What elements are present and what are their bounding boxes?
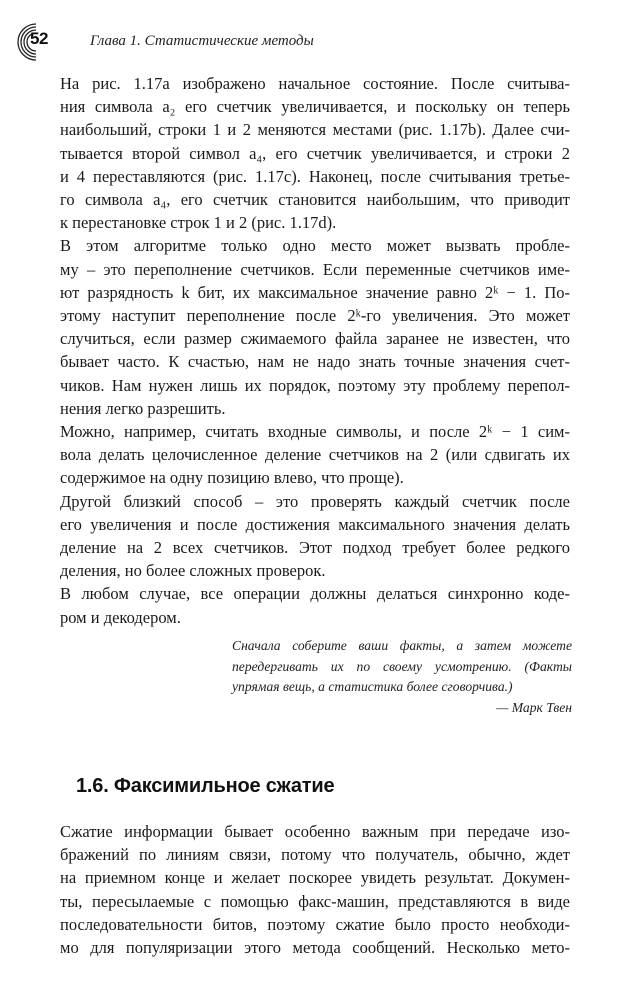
text-line: наибольший, строки 1 и 2 меняются местами (рис. 1.17b). Далее счи- (60, 120, 570, 140)
text-line: му – это переполнение счетчиков. Если переменные счетчиков име- (60, 259, 570, 279)
epigraph-author: — Марк Твен (496, 699, 572, 715)
text-line: деление на 2 всех счетчиков. Этот подход требует более редкого (60, 538, 570, 558)
text-line: В этом алгоритме только одно место может вызвать пробле- (60, 236, 570, 256)
text-line: бывает часто. К счастью, нам не надо знать точные значения счет- (60, 352, 570, 372)
page-header (14, 20, 314, 64)
text-line: этому наступит переполнение после 2ᵏ-го увеличения. Это может (60, 306, 570, 326)
text-line: Сжатие информации бывает особенно важным при передаче изо- (60, 822, 570, 841)
text-line: бражений по линиям связи, потому что получатель, обычно, ждет (60, 845, 570, 865)
epigraph-line: упрямая вещь, а статистика более сговорчива.) (232, 679, 513, 695)
text-line: содержимое на одну позицию влево, что проще). (60, 468, 404, 488)
main-text (60, 72, 570, 629)
paragraph (60, 234, 570, 420)
paragraph (60, 582, 570, 628)
text-line: Другой близкий способ – это проверять каждый счетчик после (60, 491, 570, 511)
epigraph-line: передергивать их по своему усмотрению. (Факты (232, 658, 572, 674)
text-line: на приемном конце и желает поскорее увидеть результат. Докумен- (60, 868, 570, 888)
text-line: Можно, например, считать входные символы, и после 2ᵏ − 1 сим- (60, 422, 570, 442)
text-line: ты, пересылаемые с помощью факс-машин, представляются в виде (60, 891, 570, 911)
text-line: вола делать целочисленное деление счетчиков на 2 (или сдвигать их (60, 445, 570, 465)
text-line: чиков. Нам нужен лишь их порядок, поэтому эту проблему перепол- (60, 375, 570, 395)
text-line: тывается второй символ a₄, его счетчик увеличивается, и строки 2 (60, 143, 570, 163)
paragraph (60, 420, 570, 490)
text-line: случиться, если размер сжимаемого файла заранее не известен, что (60, 329, 570, 349)
text-line: последовательности битов, поэтому сжатие было просто необходи- (60, 914, 570, 934)
text-line: ром и декодером. (60, 607, 181, 627)
paragraph (60, 820, 570, 959)
section-title: 1.6. Факсимильное сжатие (76, 775, 335, 797)
page-number: 52 (30, 29, 48, 48)
text-line: На рис. 1.17a изображено начальное состояние. После считыва- (60, 74, 570, 93)
text-line: ют разрядность k бит, их максимальное значение равно 2ᵏ − 1. По- (60, 282, 570, 302)
page-number-badge (14, 20, 62, 64)
text-line: ния символа a₂ его счетчик увеличивается, и поскольку он теперь (60, 97, 570, 117)
text-line: деления, но более сложных проверок. (60, 561, 326, 581)
text-line: В любом случае, все операции должны делаться синхронно кодe- (60, 584, 570, 604)
epigraph-line: Сначала соберите ваши факты, а затем можете (232, 638, 572, 653)
epigraph (232, 636, 572, 718)
paragraph (60, 490, 570, 583)
text-line: го символа a₄, его счетчик становится наибольшим, что приводит (60, 190, 570, 210)
text-line: и 4 переставляются (рис. 1.17c). Наконец, после считывания третье- (60, 166, 570, 186)
running-head: Глава 1. Статистические методы (90, 32, 314, 49)
text-line: к перестановке строк 1 и 2 (рис. 1.17d). (60, 213, 337, 233)
paragraph (60, 72, 570, 234)
text-line: мо для популяризации этого метода сообщений. Несколько мето- (60, 938, 570, 958)
section-body (60, 820, 570, 959)
text-line: нения легко разрешить. (60, 398, 226, 418)
text-line: его увеличения и после достижения максимального значения делать (60, 514, 570, 534)
